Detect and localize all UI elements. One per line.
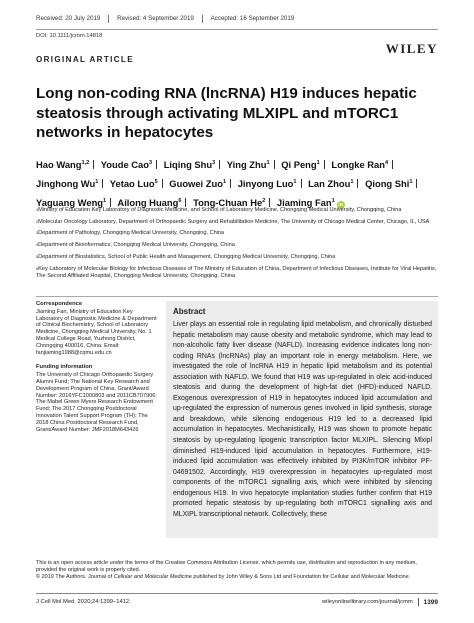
affiliation-item: [36, 207, 441, 214]
author-label: Ailong Huang: [117, 197, 179, 208]
author-affiliation-number: 1: [103, 198, 107, 204]
correspondence-text: Jiaming Fan, Ministry of Education Key Laboratory of Diagnostic Medicine & Department of Clinical Biochemistry, School of Laboratory Medicine, Chongqing Medical University, No. 1 Medical College Road, Yuzhong District, Chongqing 400016, China. Email: fanjiaming1988@cqmu.edu.cn: [36, 308, 157, 356]
affiliation-text: Department of Bioinformatics, Chongqing Medical University, Chongqing, China: [38, 242, 235, 249]
abstract-heading: Abstract: [173, 307, 206, 316]
affiliation-text: Ministry of Education Key Laboratory of Diagnostic Medicine, and School of Laboratory Medicine, Chongqing Medical University, Chongqing, China: [38, 207, 402, 213]
affiliation-item: [36, 242, 441, 249]
author-separator: [357, 179, 358, 188]
author-affiliation-number: 1: [293, 179, 297, 185]
author-name[interactable]: [227, 159, 270, 170]
author-label: Yetao Luo: [109, 178, 155, 189]
author-name[interactable]: [36, 178, 98, 189]
article-history-bar: [36, 8, 438, 30]
license-line: This is an open access article under the terms of the Creative Commons Attribution License, which permits use, distribution and reproduction in any medium, provided the original work is properly cited.: [36, 560, 417, 574]
author-separator: [93, 160, 94, 169]
author-name[interactable]: [331, 159, 388, 170]
author-list: [36, 155, 446, 212]
abstract-box: [166, 301, 438, 538]
author-label: Ying Zhu: [226, 159, 267, 170]
footer-right: [322, 598, 438, 606]
author-separator: [416, 179, 417, 188]
publisher-logo: WILEY: [385, 41, 438, 56]
author-separator: [219, 160, 220, 169]
affiliation-item: [36, 266, 441, 280]
journal-citation: J Cell Mol Med. 2020;24:1399–1412.: [36, 599, 131, 605]
author-separator: [162, 179, 163, 188]
divider: [36, 296, 438, 297]
author-separator: [230, 179, 231, 188]
affiliation-text: Department of Pathology, Chongqing Medical University, Chongqing, China: [38, 230, 225, 237]
author-affiliation-number: 6: [178, 198, 182, 204]
doi[interactable]: DOI: 10.1111/jcmm.14818: [36, 33, 103, 39]
author-separator: [156, 160, 157, 169]
affiliation-text: Department of Biostatistics, School of Public Health and Management, Chongqing Medical University, Chongqing, China: [38, 253, 336, 260]
author-affiliation-number: 4: [385, 160, 389, 166]
author-affiliation-number: 1: [409, 179, 413, 185]
divider: [108, 15, 109, 23]
orcid-icon[interactable]: iD: [338, 202, 343, 207]
author-affiliation-number: 5: [154, 179, 158, 185]
affiliation-text: Key Laboratory of Molecular Biology for Infectious Diseases of The Ministry of Education of China, Department of Infectious Diseases, Institute for Viral Hepatitis, The Second Affiliated Hospital, Chongqing Medical University, Chongqing, China: [36, 265, 437, 279]
author-label: Qi Peng: [281, 159, 317, 170]
funding: [36, 364, 158, 433]
copyright-line: [36, 574, 438, 581]
article-title: Long non-coding RNA (lncRNA) H19 induces hepatic steatosis through activating MLXIPL and mTORC1 networks in hepatocytes: [36, 85, 417, 141]
author-label: Youde Cao: [100, 159, 149, 170]
author-affiliation-number: 1: [316, 160, 320, 166]
author-separator: [102, 179, 103, 188]
author-label: Liqing Shu: [163, 159, 213, 170]
author-label: Tong-Chuan He: [193, 197, 263, 208]
author-separator: [392, 160, 393, 169]
author-affiliation-number: 1: [266, 160, 270, 166]
page-footer: [36, 593, 438, 606]
copyright-text: © 2019 The Authors. Journal of: [36, 574, 114, 581]
revised-date: Revised: 4 September 2019: [117, 15, 194, 22]
author-label: Lan Zhou: [308, 178, 351, 189]
author-label: Qiong Shi: [365, 178, 410, 189]
author-name[interactable]: [365, 178, 412, 189]
funding-text: The University of Chicago Orthopaedic Surgery Alumni Fund; The National Key Research and Development Program of China, Grant/Award Number: 2016YFC1000803 and 2011CB707906; The Mabel Green Myers Research Endowment Fund; The 2017 Chongqing Postdoctoral Innovation Talent Support Program (TH); The 2018 China Postdoctoral Research Fund, Grant/Award Number: JMF2018M643426: [36, 372, 157, 433]
author-label: Jiaming Fan: [276, 197, 332, 208]
author-separator: [185, 198, 186, 207]
author-separator: [324, 160, 325, 169]
author-name[interactable]: [36, 159, 89, 170]
affiliation-item: [36, 254, 441, 261]
license-notice: [36, 560, 438, 582]
author-label: Hao Wang: [36, 159, 82, 170]
abstract-text: Liver plays an essential role in regulating lipid metabolism, and chronically disturbed hepatic metabolism may cause obesity and metabolic syndrome, which may lead to non-alcoholic fatty liver disease (NAFLD). Increasing evidence indicates long non-coding RNAs (lncRNAs) play an important role in energy metabolism. Here, we investigated the role of lncRNA H19 in hepatic lipid metabolism and its potential association with NAFLD. We found that H19 was up-regulated in oleic acid-induced steatosis and during the development of high-fat diet (HFD)-induced NAFLD. Exogenous overexpression of H19 in hepatocytes induced lipid accumulation and up-regulated the expression of numerous genes involved in lipid synthesis, storage and breakdown, while silencing endogenous H19 led to a decreased lipid accumulation in hepatocytes. Mechanistically, H19 was shown to promote hepatic steatosis by up-regulating lipogenic transcription factor MLXIPL. Silencing Mlxipl diminished H19-induced lipid accumulation in hepatocytes. Furthermore, H19-induced lipid accumulation was effectively inhibited by PI3K/mTOR inhibitor PF-04691502. Accordingly, H19 overexpression in hepatocytes up-regulated most components of the mTORC1 signalling axis, which were inhibited by silencing endogenous H19. In vivo hepatocyte implantation studies further confirm that H19 promoted hepatic steatosis by up-regulating both mTORC1 signalling axis and MLXIPL transcriptional network. Collectively, these: [173, 321, 432, 518]
author-affiliation-number: 3: [148, 160, 153, 166]
author-label: Longke Ran: [331, 159, 385, 170]
affiliation-item: [36, 219, 441, 226]
author-affiliation-number: 2: [262, 198, 266, 204]
affiliation-text: Molecular Oncology Laboratory, Department of Orthopaedic Surgery and Rehabilitation Medicine, The University of Chicago Medical Center, Chicago, IL, USA: [38, 218, 430, 225]
affiliation-number: 4: [36, 243, 39, 248]
author-name[interactable]: [281, 159, 320, 170]
author-label: Yaguang Weng: [36, 197, 104, 208]
divider: [418, 598, 419, 606]
author-affiliation-number: 1: [350, 179, 354, 185]
author-name[interactable]: [308, 178, 353, 189]
author-separator: [269, 198, 270, 207]
author-separator: [301, 179, 302, 188]
author-label: Jinghong Wu: [36, 178, 96, 189]
correspondence: [36, 301, 158, 356]
journal-url[interactable]: wileyonlinelibrary.com/journal/jcmm: [321, 599, 413, 605]
journal-name: Cellular and Molecular Medicine: [113, 574, 192, 581]
author-affiliation-number: 1,2: [81, 160, 90, 166]
divider: [202, 15, 203, 23]
author-affiliation-number: 1: [222, 179, 227, 185]
author-separator: [110, 198, 111, 207]
affiliation-number: 5: [36, 254, 39, 259]
sidebar: [36, 301, 158, 441]
author-affiliation-number: 3: [212, 160, 216, 166]
author-affiliation-number: 1: [95, 179, 99, 185]
funding-heading: Funding information: [36, 364, 93, 371]
page-number: 1399: [423, 598, 438, 606]
author-affiliation-number: 1: [331, 198, 335, 204]
affiliation-list: [36, 207, 441, 284]
affiliation-number: 3: [36, 231, 39, 236]
author-label: Guowei Zuo: [169, 178, 223, 189]
author-name[interactable]: [101, 159, 152, 170]
author-separator: [274, 160, 275, 169]
author-name[interactable]: [164, 159, 216, 170]
author-name[interactable]: [238, 178, 297, 189]
affiliation-number: 1: [36, 208, 39, 212]
affiliation-number: 2: [36, 219, 39, 224]
author-name[interactable]: [169, 178, 226, 189]
received-date: Received: 20 July 2019: [36, 15, 101, 22]
correspondence-heading: Correspondence: [36, 301, 83, 307]
copyright-text: published by John Wiley & Sons Ltd and Foundation for Cellular and Molecular Medicine.: [191, 574, 411, 581]
accepted-date: Accepted: 16 September 2019: [210, 15, 295, 22]
author-label: Jinyong Luo: [237, 178, 294, 189]
affiliation-number: 6: [36, 266, 39, 271]
affiliation-item: [36, 230, 441, 237]
article-type: ORIGINAL ARTICLE: [36, 55, 134, 64]
author-name[interactable]: [110, 178, 158, 189]
